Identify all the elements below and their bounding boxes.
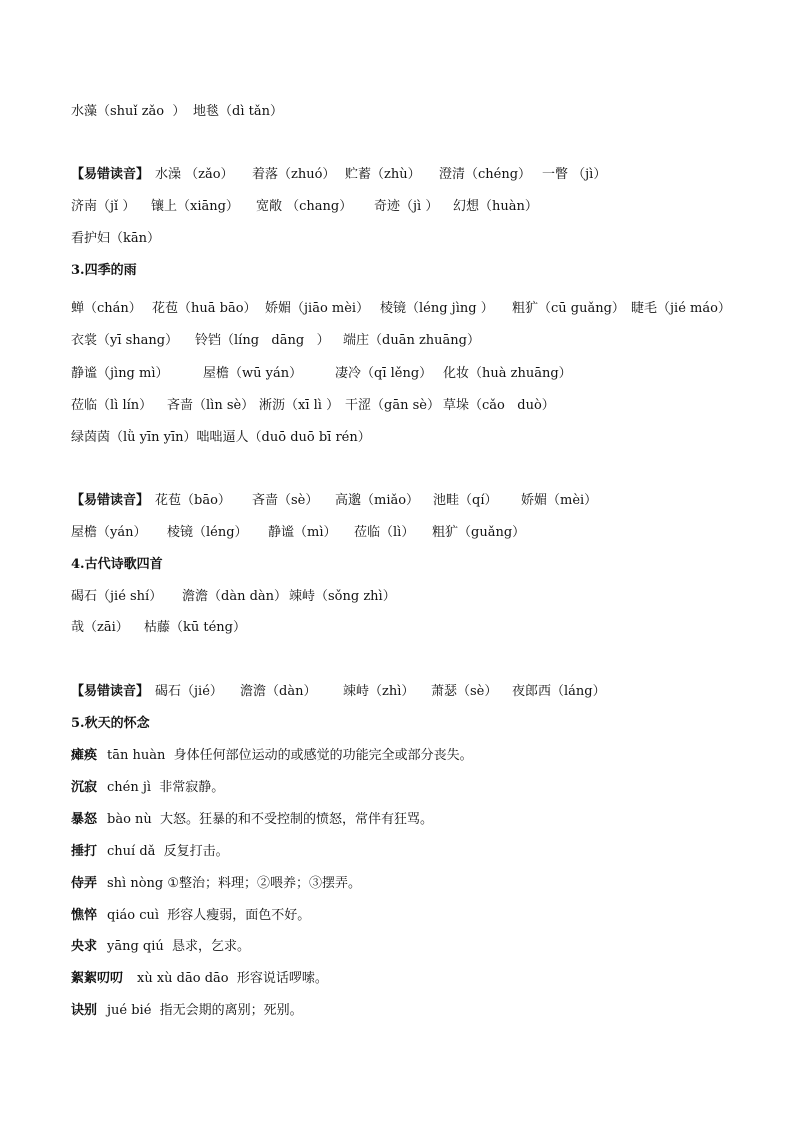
text-segment: 草垛（cǎo duò） xyxy=(443,398,555,413)
text-segment: 干涩（gān sè） xyxy=(345,398,440,413)
text-segment: 蝉（chán） xyxy=(71,301,142,316)
text-segment: 池畦（qí） xyxy=(433,493,498,508)
heading-text: 诀别 xyxy=(71,1003,98,1018)
text-segment: 镶上（xiāng） xyxy=(151,199,239,214)
text-segment: 水藻（shuǐ zǎo ） xyxy=(71,104,186,119)
text-segment: bào nù 大怒。狂暴的和不受控制的愤怒，常伴有狂骂。 xyxy=(107,812,434,827)
text-segment: 粗犷（guǎng） xyxy=(432,525,526,540)
text-segment: 静谧（jìng mì） xyxy=(71,366,169,381)
text-segment: 淅沥（xī lì ） xyxy=(259,398,340,413)
text-segment: 奇迹（jì ） xyxy=(374,199,439,214)
text-segment: 绿茵茵（lǜ yīn yīn）咄咄逼人（duō duō bī rén） xyxy=(71,430,371,445)
text-segment: 萧瑟（sè） xyxy=(431,684,498,699)
text-segment: 碣石（jié shí） xyxy=(71,589,163,604)
text-segment: 看护妇（kān） xyxy=(71,231,161,246)
text-segment: 凄冷（qī lěng） xyxy=(335,366,433,381)
heading-text: 4.古代诗歌四首 xyxy=(71,557,163,572)
text-segment: shì nòng ①整治；料理；②喂养；③摆弄。 xyxy=(107,876,362,891)
text-segment: 澄清（chéng） xyxy=(439,167,532,182)
text-segment: 屋檐（yán） xyxy=(71,525,147,540)
text-segment: 莅临（lì lín） xyxy=(71,398,153,413)
heading-text: 5.秋天的怀念 xyxy=(71,716,150,731)
heading-text: 暴怒 xyxy=(71,812,98,827)
text-segment: 花苞（huā bāo） xyxy=(152,301,257,316)
text-segment: 棱镜（léng） xyxy=(167,525,248,540)
text-segment: 济南（jǐ ） xyxy=(71,199,136,214)
text-segment: 一瞥 （jì） xyxy=(542,167,607,182)
text-segment: xù xù dāo dāo 形容说话啰嗦。 xyxy=(137,971,328,986)
text-segment: 花苞（bāo） xyxy=(155,493,231,508)
heading-text: 央求 xyxy=(71,939,98,954)
text-segment: qiáo cuì 形容人瘦弱，面色不好。 xyxy=(107,908,311,923)
text-segment: 水澡 （zǎo） xyxy=(155,167,234,182)
text-segment: 化妆（huà zhuāng） xyxy=(443,366,572,381)
text-segment: 铃铛（líng dāng ） xyxy=(195,333,330,348)
text-segment: 莅临（lì） xyxy=(354,525,415,540)
heading-text: 【易错读音】 xyxy=(71,167,150,182)
text-segment: 棱镜（léng jìng ） xyxy=(380,301,494,316)
text-segment: 贮蓄（zhù） xyxy=(345,167,421,182)
text-segment: 静谧（mì） xyxy=(268,525,337,540)
text-segment: 衣裳（yī shang） xyxy=(71,333,179,348)
text-segment: 吝啬（sè） xyxy=(252,493,319,508)
text-segment: yāng qiú 恳求，乞求。 xyxy=(107,939,251,954)
text-segment: 端庄（duān zhuāng） xyxy=(343,333,480,348)
text-segment: 幻想（huàn） xyxy=(453,199,538,214)
text-segment: jué bié 指无会期的离别；死别。 xyxy=(107,1003,303,1018)
text-segment: chén jì 非常寂静。 xyxy=(107,780,225,795)
text-segment: tān huàn 身体任何部位运动的或感觉的功能完全或部分丧失。 xyxy=(107,748,473,763)
text-segment: 娇媚（jiāo mèi） xyxy=(265,301,370,316)
text-segment: 澹澹（dàn） xyxy=(240,684,317,699)
heading-text: 沉寂 xyxy=(71,780,98,795)
heading-text: 【易错读音】 xyxy=(71,493,150,508)
text-segment: 睫毛（jié máo） xyxy=(631,301,731,316)
heading-text: 憔悴 xyxy=(71,908,98,923)
text-segment: 竦峙（zhì） xyxy=(343,684,415,699)
text-segment: 粗犷（cū guǎng） xyxy=(512,301,625,316)
heading-text: 侍弄 xyxy=(71,876,98,891)
heading-text: 瘫痪 xyxy=(71,748,98,763)
text-segment: 哉（zāi） xyxy=(71,620,129,635)
heading-text: 絮絮叨叨 xyxy=(71,971,124,986)
text-segment: 娇媚（mèi） xyxy=(521,493,598,508)
text-segment: 宽敞 （chang） xyxy=(256,199,353,214)
text-segment: 屋檐（wū yán） xyxy=(203,366,303,381)
text-segment: 澹澹（dàn dàn） xyxy=(182,589,288,604)
text-segment: chuí dǎ 反复打击。 xyxy=(107,844,229,859)
text-segment: 夜郎西（láng） xyxy=(512,684,606,699)
text-segment: 着落（zhuó） xyxy=(252,167,336,182)
text-segment: 碣石（jié） xyxy=(155,684,223,699)
text-segment: 枯藤（kū téng） xyxy=(144,620,246,635)
text-segment: 吝啬（lìn sè） xyxy=(167,398,255,413)
text-segment: 高邈（miǎo） xyxy=(335,493,420,508)
heading-text: 捶打 xyxy=(71,844,98,859)
text-segment: 地毯（dì tǎn） xyxy=(193,104,283,119)
text-segment: 竦峙（sǒng zhì） xyxy=(289,589,396,604)
heading-text: 【易错读音】 xyxy=(71,684,150,699)
heading-text: 3.四季的雨 xyxy=(71,263,137,278)
